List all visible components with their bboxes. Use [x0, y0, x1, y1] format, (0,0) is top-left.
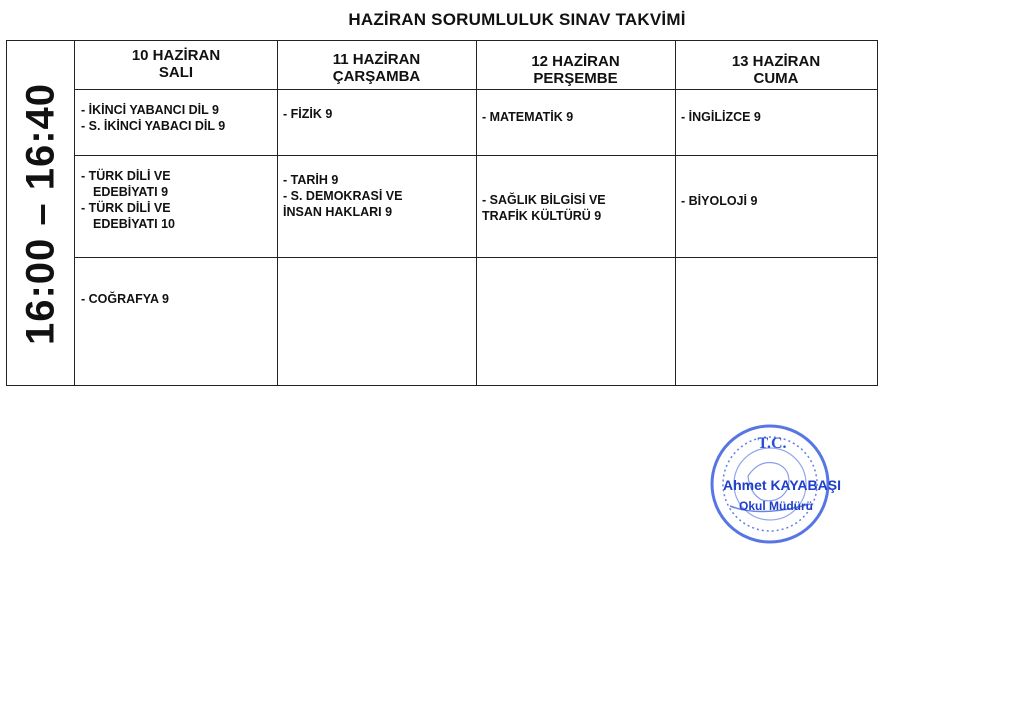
time-slot-column — [7, 41, 75, 385]
header-date: 11 HAZİRAN — [332, 51, 421, 68]
header-date: 10 HAZİRAN — [131, 47, 221, 64]
header-friday — [675, 53, 877, 87]
header-date: 12 HAZİRAN — [531, 53, 620, 70]
exam-entry: - TÜRK DİLİ VE — [81, 169, 171, 183]
cell-row1-friday — [681, 109, 761, 125]
header-day: CUMA — [753, 70, 799, 87]
cell-row3-tuesday — [81, 291, 169, 307]
cell-row2-friday — [681, 193, 757, 209]
exam-entry: - TÜRK DİLİ VE — [81, 201, 171, 215]
cell-row1-tuesday — [81, 102, 225, 134]
exam-entry: - FİZİK 9 — [283, 107, 333, 121]
exam-entry: - İNGİLİZCE 9 — [681, 110, 761, 124]
column-divider — [476, 41, 477, 385]
exam-entry: - MATEMATİK 9 — [482, 110, 574, 124]
exam-entry: - SAĞLIK BİLGİSİ VE — [482, 193, 606, 207]
stamp-seal-text: T.C. — [757, 435, 787, 452]
row-divider — [75, 89, 877, 90]
cell-row2-thursday — [482, 192, 606, 224]
cell-row2-tuesday — [81, 168, 175, 232]
column-divider — [675, 41, 676, 385]
exam-entry: EDEBİYATI 9 — [93, 185, 169, 199]
exam-entry: - İKİNCİ YABANCI DİL 9 — [81, 103, 219, 117]
row-divider — [75, 257, 877, 258]
school-stamp-seal — [700, 418, 850, 548]
stamp-principal-role: Okul Müdürü — [739, 499, 813, 513]
header-wednesday — [277, 51, 476, 85]
header-day: ÇARŞAMBA — [332, 68, 421, 85]
cell-row1-thursday — [482, 109, 573, 125]
exam-entry: - S. DEMOKRASİ VE — [283, 189, 403, 203]
column-divider — [277, 41, 278, 385]
exam-entry: İNSAN HAKLARI 9 — [283, 205, 393, 219]
exam-entry: - COĞRAFYA 9 — [81, 292, 169, 306]
header-tuesday — [75, 47, 277, 81]
page-title: HAZİRAN SORUMLULUK SINAV TAKVİMİ — [348, 10, 686, 29]
exam-entry: - S. İKİNCİ YABACI DİL 9 — [81, 119, 226, 133]
stamp-principal-name: Ahmet KAYABAŞI — [723, 477, 841, 493]
header-day: PERŞEMBE — [533, 70, 618, 87]
exam-entry: - BİYOLOJİ 9 — [681, 194, 758, 208]
header-date: 13 HAZİRAN — [731, 53, 821, 70]
header-day: SALI — [158, 64, 194, 81]
exam-schedule-table — [6, 40, 878, 386]
row-divider — [75, 155, 877, 156]
cell-row1-wednesday — [283, 106, 332, 122]
cell-row2-wednesday — [283, 172, 402, 220]
header-thursday — [476, 53, 675, 87]
exam-entry: EDEBİYATI 10 — [93, 217, 175, 231]
exam-entry: TRAFİK KÜLTÜRÜ 9 — [482, 209, 602, 223]
time-slot-label: 16:00 – 16:40 — [18, 82, 63, 346]
exam-entry: - TARİH 9 — [283, 173, 339, 187]
